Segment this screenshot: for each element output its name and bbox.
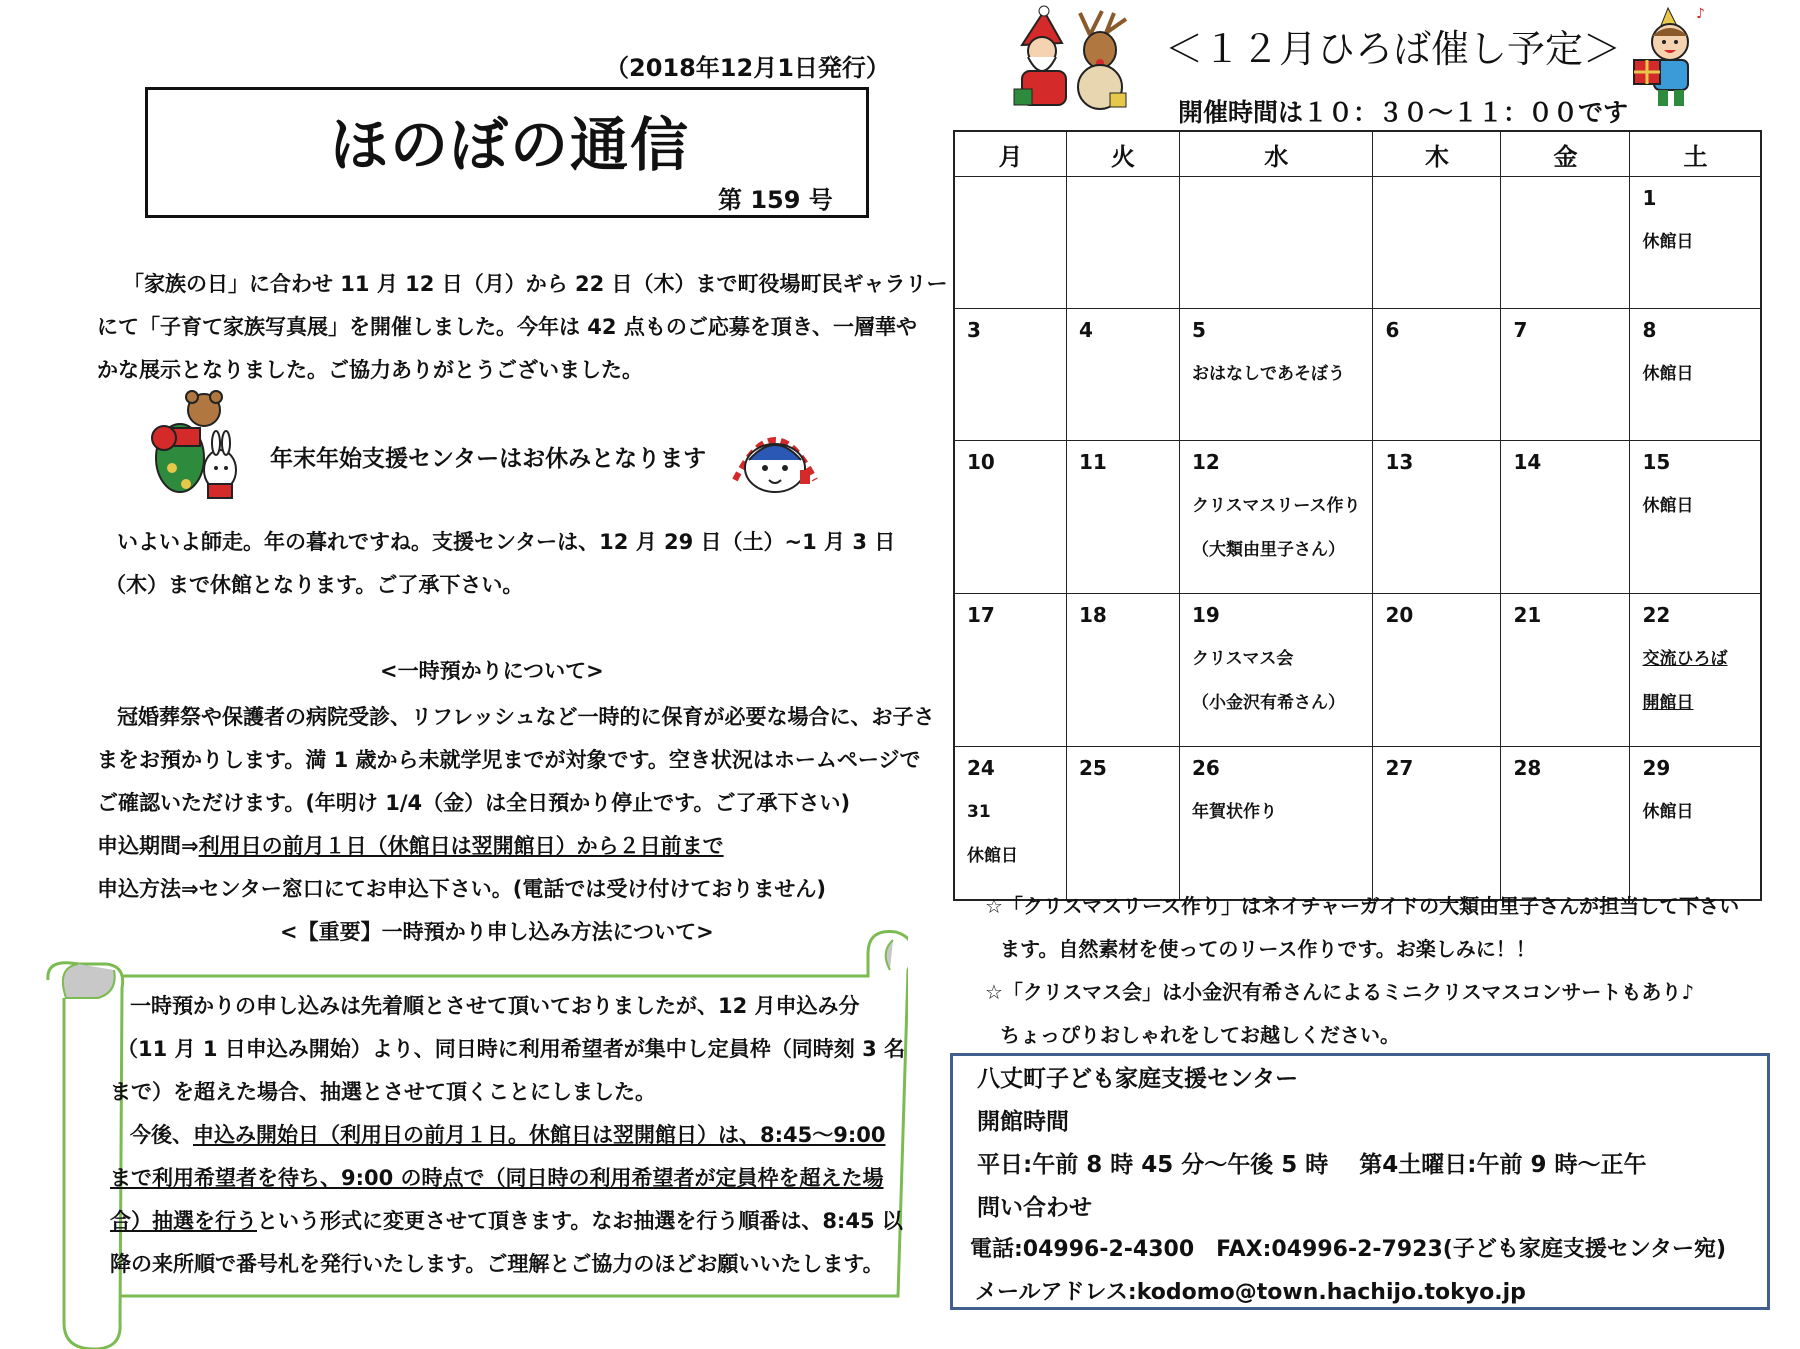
calendar-day-cell	[1501, 594, 1630, 747]
weekday-header: 木	[1373, 131, 1501, 177]
calendar-day-cell	[954, 594, 1067, 747]
note-line: ☆「クリスマスリース作り」はネイチャーガイドの大類由里子さんが担当して下さい	[985, 894, 1740, 918]
day-event: 休館日	[1642, 802, 1694, 822]
calendar-body	[954, 177, 1761, 901]
weekday-header-row	[954, 131, 1761, 177]
weekday-header: 火	[1067, 131, 1180, 177]
day-event: 交流ひろば	[1642, 649, 1728, 669]
scroll-line: 降の来所順で番号札を発行いたします。ご理解とご協力のほどお願いいたします。	[110, 1252, 884, 1276]
closure-heading: 年末年始支援センターはお休みとなります	[270, 446, 707, 472]
contact-email[interactable]: メールアドレス:kodomo@town.hachijo.tokyo.jp	[975, 1280, 1526, 1305]
calendar-subtitle: 開催時間は１０：３０～１１：００です	[1178, 98, 1629, 127]
day-number: 7	[1513, 318, 1528, 342]
calendar-day-cell	[1180, 747, 1373, 901]
day-event: 開館日	[1642, 693, 1694, 713]
contact-inquiry-label: 問い合わせ	[977, 1195, 1092, 1221]
temp-care-line: まをお預かりします。満 1 歳から未就学児までが対象です。空き状況はホームページで	[97, 748, 921, 772]
calendar-day-cell	[954, 441, 1067, 594]
calendar-week-row	[954, 747, 1761, 901]
period-value: 利用日の前月１日（休館日は翌開館日）から２日前まで	[198, 834, 724, 858]
temp-care-heading: <一時預かりについて>	[380, 659, 604, 683]
santa-reindeer-illustration	[1010, 5, 1135, 115]
day-number: 20	[1385, 603, 1414, 627]
newsletter-title: ほのぼの通信	[330, 111, 691, 179]
day-number: 21	[1513, 603, 1542, 627]
weekday-header: 水	[1180, 131, 1373, 177]
calendar-day-cell	[1630, 594, 1762, 747]
calendar-day-cell	[1180, 309, 1373, 441]
day-event: 年賀状作り	[1192, 802, 1277, 822]
calendar-day-cell	[1373, 747, 1501, 901]
day-number: 27	[1385, 756, 1414, 780]
day-number: 26	[1192, 756, 1220, 780]
calendar-day-cell	[1630, 747, 1762, 901]
calendar-day-cell	[1180, 594, 1373, 747]
day-number: 17	[967, 603, 995, 627]
day-event: 休館日	[1642, 364, 1694, 384]
calendar-day-cell	[1501, 441, 1630, 594]
calendar-day-cell	[1067, 747, 1180, 901]
day-event: クリスマス会	[1192, 649, 1294, 669]
calendar-day-cell	[1501, 177, 1630, 309]
day-event: （大類由里子さん）	[1192, 540, 1345, 560]
day-number: 11	[1079, 450, 1107, 474]
application-period	[97, 832, 724, 860]
temp-care-line: ご確認いただけます。(年明け 1/4（金）は全日預かり停止です。ご了承下さい)	[97, 791, 851, 815]
day-number: 12	[1192, 450, 1220, 474]
calendar-week-row	[954, 177, 1761, 309]
weekday-header: 土	[1630, 131, 1762, 177]
day-number: 5	[1192, 318, 1206, 342]
day-number: 4	[1079, 318, 1093, 342]
calendar-day-cell	[1180, 177, 1373, 309]
scroll-line-rest: という形式に変更させて頂きます。なお抽選を行う順番は、8:45 以	[257, 1209, 903, 1233]
intro-line: にて「子育て家族写真展」を開催しました。今年は 42 点ものご応募を頂き、一層華や	[97, 315, 918, 339]
day-number: 15	[1642, 450, 1671, 474]
calendar-day-cell	[1067, 309, 1180, 441]
calendar-day-cell	[1373, 177, 1501, 309]
intro-line: かな展示となりました。ご協力ありがとうございました。	[97, 358, 643, 382]
day-number: 19	[1192, 603, 1220, 627]
intro-line: 「家族の日」に合わせ 11 月 12 日（月）から 22 日（木）まで町役場町民ギャラリー	[123, 272, 948, 296]
calendar-day-cell	[1067, 594, 1180, 747]
issue-number: 第 159 号	[718, 186, 833, 214]
day-event: 休館日	[1642, 232, 1694, 252]
note-line: ちょっぴりおしゃれをしてお越しください。	[1000, 1023, 1400, 1047]
calendar-day-cell	[1630, 177, 1762, 309]
note-line: ☆「クリスマス会」は小金沢有希さんによるミニクリスマスコンサートもあり♪	[985, 980, 1695, 1004]
calendar-table	[953, 130, 1762, 901]
calendar-week-row	[954, 309, 1761, 441]
day-event: クリスマスリース作り	[1192, 496, 1361, 516]
scroll-line: まで）を超えた場合、抽選とさせて頂くことにしました。	[110, 1080, 656, 1104]
contact-phone-fax: 電話:04996-2-4300 FAX:04996-2-7923(子ども家庭支援センター宛)	[970, 1237, 1726, 1262]
day-event: 休館日	[967, 846, 1018, 866]
day-number: 28	[1513, 756, 1542, 780]
scroll-line: （11 月 1 日申込み開始）より、同日時に利用希望者が集中し定員枠（同時刻 3 名	[117, 1037, 905, 1061]
issue-date: （2018年12月1日発行）	[605, 54, 890, 82]
day-number: 10	[967, 450, 995, 474]
calendar-day-cell	[1067, 441, 1180, 594]
day-number: 3	[967, 318, 981, 342]
calendar-day-cell	[1501, 309, 1630, 441]
new-year-dog-illustration	[725, 410, 825, 500]
closure-line: いよいよ師走。年の暮れですね。支援センターは、12 月 29 日（土）~1 月 3 日	[117, 530, 896, 554]
day-number: 8	[1642, 318, 1657, 342]
day-event: 31	[967, 802, 991, 822]
day-number: 18	[1079, 603, 1107, 627]
calendar-day-cell	[1630, 441, 1762, 594]
scroll-underlined: 合）抽選を行う	[110, 1209, 257, 1233]
calendar-day-cell	[1501, 747, 1630, 901]
calendar-day-cell	[1373, 441, 1501, 594]
bear-rabbit-illustration	[142, 388, 252, 513]
calendar-day-cell	[1373, 309, 1501, 441]
weekday-header: 月	[954, 131, 1067, 177]
calendar-title: ＜１２月ひろば催し予定＞	[1165, 27, 1622, 71]
day-number: 1	[1642, 186, 1657, 210]
calendar-week-row	[954, 594, 1761, 747]
day-event: おはなしであそぼう	[1192, 364, 1345, 384]
calendar-day-cell	[954, 747, 1067, 901]
child-with-present-illustration	[1630, 2, 1720, 112]
day-number: 14	[1513, 450, 1542, 474]
day-number: 29	[1642, 756, 1671, 780]
day-number: 13	[1385, 450, 1414, 474]
scroll-line-prefix: 今後、	[130, 1123, 193, 1147]
contact-hours-label: 開館時間	[977, 1109, 1069, 1135]
temp-care-line: 冠婚葬祭や保護者の病院受診、リフレッシュなど一時的に保育が必要な場合に、お子さ	[117, 705, 935, 729]
weekday-header: 金	[1501, 131, 1630, 177]
day-event: 休館日	[1642, 496, 1694, 516]
scroll-line: 一時預かりの申し込みは先着順とさせて頂いておりましたが、12 月申込み分	[130, 994, 860, 1018]
day-number: 6	[1385, 318, 1400, 342]
scroll-line	[130, 1121, 885, 1149]
calendar-day-cell	[954, 309, 1067, 441]
contact-org: 八丈町子ども家庭支援センター	[977, 1066, 1299, 1092]
calendar-day-cell	[954, 177, 1067, 309]
calendar-day-cell	[1067, 177, 1180, 309]
period-label: 申込期間⇒	[97, 834, 199, 858]
svg-text:♪: ♪	[1696, 6, 1705, 22]
calendar-day-cell	[1373, 594, 1501, 747]
day-event: （小金沢有希さん）	[1192, 693, 1345, 713]
calendar-day-cell	[1630, 309, 1762, 441]
scroll-line	[110, 1207, 903, 1235]
day-number: 22	[1642, 603, 1671, 627]
calendar-day-cell	[1180, 441, 1373, 594]
scroll-underlined: 申込み開始日（利用日の前月１日。休館日は翌開館日）は、8:45～9:00	[193, 1123, 886, 1147]
contact-hours: 平日:午前 8 時 45 分～午後 5 時 第4土曜日:午前 9 時～正午	[977, 1152, 1647, 1178]
scroll-line: まで利用希望者を待ち、9:00 の時点で（同日時の利用希望者が定員枠を超えた場	[110, 1166, 884, 1190]
day-number: 25	[1079, 756, 1107, 780]
closure-line: （木）まで休館となります。ご了承下さい。	[105, 573, 524, 597]
day-number: 24	[967, 756, 995, 780]
note-line: ます。自然素材を使ってのリース作りです。お楽しみに！！	[1000, 937, 1536, 961]
important-heading: <【重要】一時預かり申し込み方法について>	[280, 920, 714, 944]
application-method: 申込方法⇒センター窓口にてお申込下さい。(電話では受け付けておりません)	[97, 877, 826, 901]
calendar-week-row	[954, 441, 1761, 594]
